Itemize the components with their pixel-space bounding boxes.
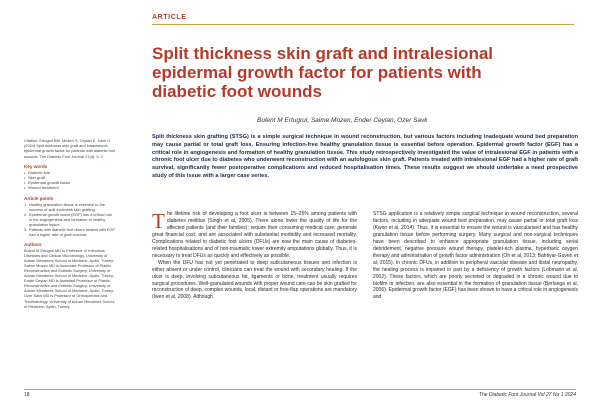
article-point-text: Epidermal growth factor (EGF) has a critical role in the angiogenesis and formation of healthy granulation tissue.: [29, 211, 113, 227]
authors-affiliations: Bulent M Ertugrul MD is Professor of Infectious Diseases and Clinical Microbiology, University of Adnan Menderes School of Medicine, Aydin, Turkey; Saime Mozen MD is Associate Professor of Plastic, Reconstructive and Esthetic Surgery, University of Adnan Menderes School of Medicine, Aydin, Turkey; Ender Ceylan MD is Assistant Professor of Plastic, Reconstructive and Esthetic Surgery, University of Adnan Menderes School of Medicine, Aydin, Turkey; Ozer Savk MD is Professor of Orthopaedics and Traumatology, University of Adnan Menderes School of Medicine, Aydin, Turkey.: [24, 247, 115, 309]
key-words-heading: Key words: [24, 163, 48, 169]
citation: [24, 138, 116, 159]
body-column-left: [152, 211, 357, 301]
citation-pages: 5–9: [96, 153, 103, 159]
article-point: [24, 202, 116, 212]
journal-footer: The Diabetic Foot Journal Vol 27 No 1 2024: [478, 392, 576, 398]
article-sidebar: [24, 138, 116, 309]
article-point-text: Patients with diabetic foot ulcers treated with EGF had a higher rate of graft survival.: [29, 226, 115, 237]
authors-heading: Authors: [24, 241, 42, 247]
section-divider: [152, 24, 574, 25]
article-points-list: [24, 202, 116, 237]
key-words-list: [24, 170, 116, 191]
body-paragraph: STSG application is a relatively simple surgical technique in wound reconstruction, several factors, including in adequate wound bed preparation, may cause partial or total graft loss (Kwon et al, 2014). Thus, it is essential to ensure the wound is vascularised and has healthy granulation tissue before performing surgery. Many surgical and non-surgical techniques have been described to enhance appropriate granulation tissue, including serial debridement, negative pressure wound therapy, platelet-rich plasma, hyperbaric oxygen therapy and administration of growth factor administration (Oh et al, 2013; Bahtiyar-Guven et al, 2015). In chronic DFUs, in addition to peripheral vascular disease and distal neuropathy, the healing process is impaired in part by a deficiency of growth factors (Lobmann et al, 2002). These factors, which are poorly secreted or degraded in a chronic wound due to biofilm or infection, are also essential in the formation of granulation tissue (Berlanga et al, 2006). Epidermal growth factor (EGF) has been shown to have a critical role in angiogenesis and: [373, 211, 578, 301]
key-word-item: • Diabetic foot: [24, 170, 116, 175]
page-number: 18: [24, 392, 30, 398]
key-word-item: • Epidermal growth factor: [24, 180, 116, 185]
article-authors: Bulent M Ertugrul, Saime Mozen, Ender Ceylan, Ozer Savk: [257, 117, 428, 124]
article-point: [24, 212, 116, 227]
footer-divider: [24, 389, 576, 390]
key-word-item: • Wound treatment: [24, 185, 116, 190]
key-word-item: • Skin graft: [24, 175, 116, 180]
article-point: [24, 227, 116, 237]
body-paragraph-text: he lifetime risk of developing a foot ulcer is between 15–25% among patients with diabetes mellitus (Singh et al, 2005). There alone lower the quality of life for the affected patients (and their families); require their consuming medical care; generate great financial cost; and are associated with substantial morbidity and increased mortality. Complications related to diabetic foot ulcers (DFUs) are now the main cause of diabetes-related hospitalisations and of non-traumatic lower extremity amputations globally. Thus, it is necessary to treat DFUs as quickly and effectively as possible.: [152, 211, 357, 259]
article-point-number: 2.: [24, 211, 28, 217]
article-point-text: Healthy granulation tissue is essential to the success of split thickness skin grafting.: [29, 201, 105, 212]
citation-text: Citation: Ertugrul BM, Mozen S, Ceylan E, Savk O (2024) Split thickness skin graft and intralesional epidermal growth factor for patients with diabetic foot wounds. The Diabetic Foot Journal 27(4):: [24, 138, 116, 159]
body-paragraph: When the DFU has not yet penetrated to deep subcutaneous tissues and infection is either absent or under control, clinicians can treat the wound with secondary healing. If the ulcer is deep, involving subcutaneous fat, ligaments or bone, treatment usually requires surgical procedures. Well-granulated wounds with proper wound care can be skin grafted for reconstruction of deep, complex wounds, local, distant or free-flap operations are mandatory (Iwen et al, 2008). Although: [152, 259, 357, 301]
article-point-number: 1.: [24, 201, 28, 207]
section-label: ARTICLE: [152, 14, 187, 21]
article-points-heading: Article points: [24, 195, 54, 201]
drop-cap: T: [152, 209, 165, 233]
abstract: Split thickness skin grafting (STSG) is a simple surgical technique in wound reconstruction, but various factors including inadequate wound bed preparation may cause partial or total graft loss. Ensuring infection-free healthy granulation tissue is essential before operation. Epidermal growth factor (EGF) has a critical role in angiogenesis and formation of healthy granulation tissue. This study retrospectively investigated the value of intralesional EGF in patients with a chronic foot ulcer due to diabetes who underwent reconstruction with an autologous skin graft. Patients treated with intralesional EGF had a higher rate of graft survival, significantly fewer postoperative complications and reduced hospitalisation times. These results suggest we should undertake a need prospective study of this issue with a larger case series.: [152, 134, 578, 179]
body-paragraph: [152, 211, 357, 260]
article-point-number: 3.: [24, 226, 28, 232]
article-title: Split thickness skin graft and intralesional epidermal growth factor for patients with diabetic foot wounds: [152, 44, 494, 101]
body-column-right: [373, 211, 578, 301]
